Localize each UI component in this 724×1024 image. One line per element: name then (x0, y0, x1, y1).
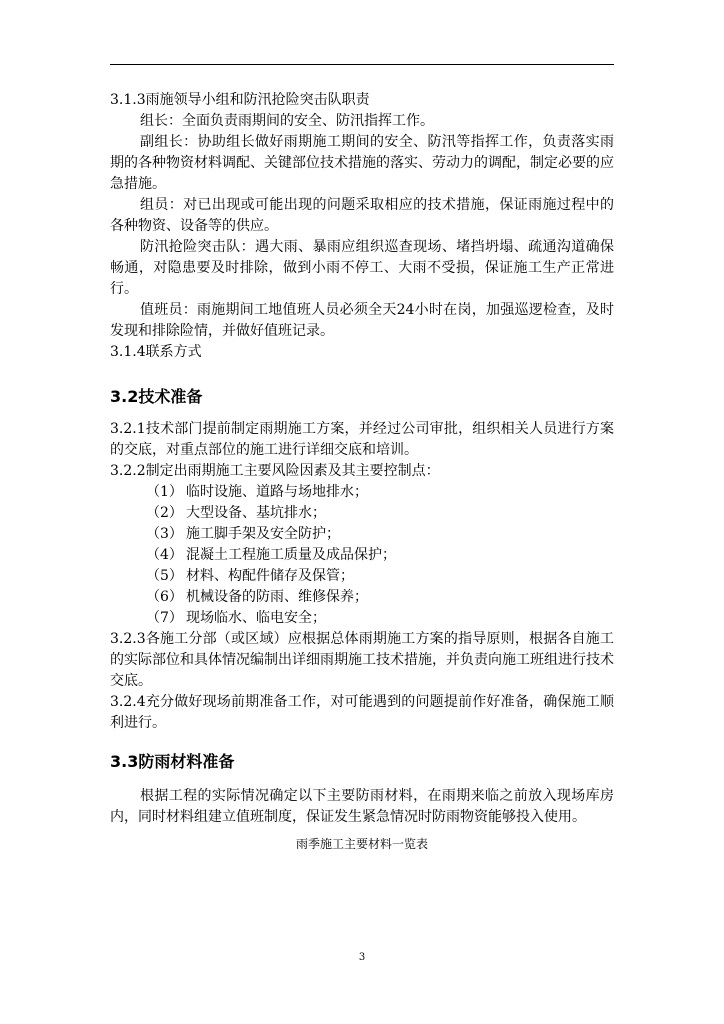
section-3-2-heading: 3.2技术准备 (110, 387, 203, 406)
section-3-1-3-heading: 3.1.3雨施领导小组和防汛抢险突击队职责 (110, 92, 370, 108)
paragraph-3-2-4: 3.2.4充分做好现场前期准备工作，对可能遇到的问题提前作好准备，确保施工顺利进行。 (110, 694, 614, 731)
paragraph-3-3-body: 根据工程的实际情况确定以下主要防雨材料，在雨期来临之前放入现场库房内，同时材料组建立值班制度，保证发生紧急情况时防雨物资能够投入使用。 (110, 788, 614, 825)
paragraph-3-2-2: 3.2.2制定出雨期施工主要风险因素及其主要控制点： (110, 463, 440, 479)
leader-duty: 组长：全面负责雨期间的安全、防汛指挥工作。 (140, 113, 434, 129)
table-caption: 雨季施工主要材料一览表 (295, 837, 428, 851)
paragraph-3-2-3: 3.2.3各施工分部（或区域）应根据总体雨期施工方案的指导原则，根据各自施工的实际部位和具体情况编制出详细雨期施工技术措施，并负责向施工班组进行技术交底。 (110, 631, 614, 689)
paragraph-3-2-1: 3.2.1技术部门提前制定雨期施工方案，并经过公司审批，组织相关人员进行方案的交底，对重点部位的施工进行详细交底和培训。 (110, 421, 614, 458)
list-item: （1） 临时设施、道路与场地排水； (146, 484, 368, 500)
list-item: （4） 混凝土工程施工质量及成品保护； (146, 547, 396, 563)
document-page (110, 90, 614, 853)
flood-team-duty: 防汛抢险突击队：遇大雨、暴雨应组织巡查现场、堵挡坍塌、疏通沟道确保畅通，对隐患要及时排除，做到小雨不停工、大雨不受损，保证施工生产正常进行。 (110, 239, 614, 297)
page-number: 3 (358, 952, 366, 963)
member-duty: 组员：对已出现或可能出现的问题采取相应的技术措施，保证雨施过程中的各种物资、设备等的供应。 (110, 197, 614, 234)
section-3-3-heading: 3.3防雨材料准备 (110, 752, 235, 771)
list-item: （2） 大型设备、基坑排水； (146, 505, 326, 521)
header-rule (110, 64, 614, 65)
deputy-leader-duty: 副组长：协助组长做好雨期施工期间的安全、防汛等指挥工作，负责落实雨期的各种物资材料调配、关键部位技术措施的落实、劳动力的调配，制定必要的应急措施。 (110, 134, 614, 192)
risk-list (110, 482, 614, 629)
on-duty-staff: 值班员：雨施期间工地值班人员必须全天24小时在岗，加强巡逻检查，及时发现和排除险情，并做好值班记录。 (110, 302, 614, 339)
list-item: （7） 现场临水、临电安全； (146, 610, 326, 626)
section-3-1-4-heading: 3.1.4联系方式 (110, 344, 202, 360)
list-item: （3） 施工脚手架及安全防护； (146, 526, 340, 542)
list-item: （5） 材料、构配件储存及保管； (146, 568, 354, 584)
list-item: （6） 机械设备的防雨、维修保养； (146, 589, 368, 605)
